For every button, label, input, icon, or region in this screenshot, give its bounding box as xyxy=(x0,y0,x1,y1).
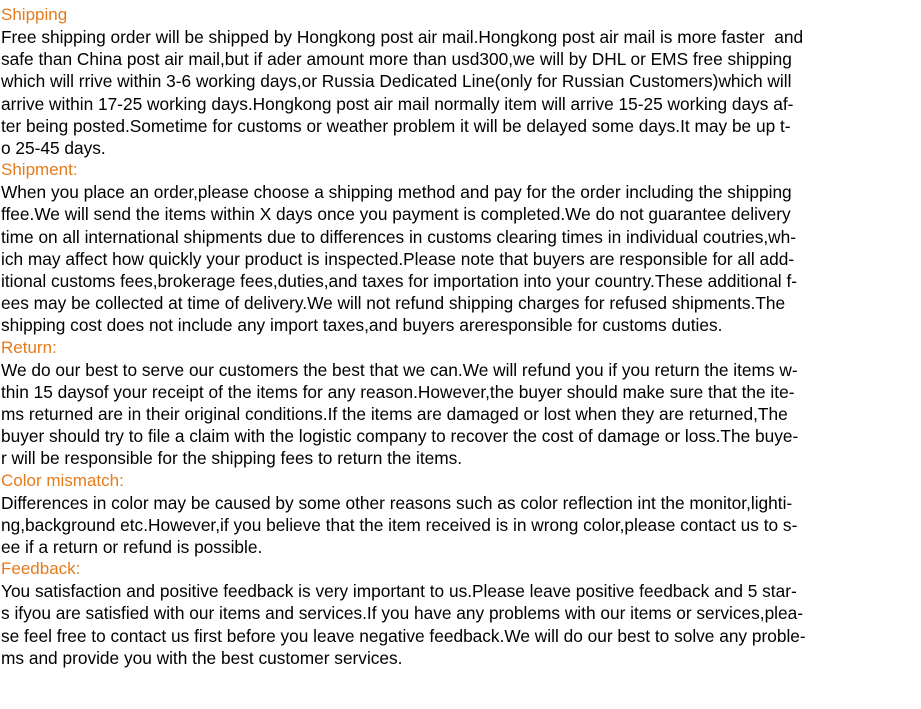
shipping-line: arrive within 17-25 working days.Hongkong post air mail normally item will arrive 15-25 working days af- xyxy=(1,93,794,114)
return-section xyxy=(1,337,921,470)
shipping-heading: Shipping xyxy=(1,5,68,24)
return-heading: Return: xyxy=(1,337,57,357)
shipment-line: ffee.We will send the items within X days once you payment is completed.We do not guarantee delivery xyxy=(1,204,791,225)
return-line: buyer should try to file a claim with the logistic company to recover the cost of damage or loss.The buye- xyxy=(1,426,799,447)
shipment-line: shipping cost does not include any import taxes,and buyers areresponsible for customs duties. xyxy=(1,315,723,336)
shipment-heading: Shipment: xyxy=(1,160,78,180)
shipping-line: ter being posted.Sometime for customs or weather problem it will be delayed some days.It may be up t- xyxy=(1,115,791,136)
return-line: thin 15 daysof your receipt of the items for any reason.However,the buyer should make sure that the ite- xyxy=(1,381,795,402)
color-mismatch-line: ee if a return or refund is possible. xyxy=(1,537,263,558)
return-line: ms returned are in their original conditions.If the items are damaged or lost when they are returned,The xyxy=(1,404,788,425)
feedback-line: ms and provide you with the best customer services. xyxy=(1,647,403,668)
shipping-line: o 25-45 days. xyxy=(1,138,106,159)
shipping-line: which will rrive within 3-6 working days,or Russia Dedicated Line(only for Russian Customers)which will xyxy=(1,71,792,92)
shipment-line: When you place an order,please choose a shipping method and pay for the order including the shipping xyxy=(1,182,792,203)
return-line: We do our best to serve our customers the best that we can.We will refund you if you return the items w- xyxy=(1,359,798,380)
shipment-line: ich may affect how quickly your product is inspected.Please note that buyers are responsible for all add- xyxy=(1,248,795,269)
feedback-line: s ifyou are satisfied with our items and services.If you have any problems with our items or services,plea- xyxy=(1,603,803,624)
color-mismatch-line: Differences in color may be caused by some other reasons such as color reflection int the monitor,lighti- xyxy=(1,492,793,513)
shipment-line: itional customs fees,brokerage fees,duties,and taxes for importation into your country.These additional f- xyxy=(1,271,798,292)
feedback-section xyxy=(1,558,921,669)
shipping-line: safe than China post air mail,but if ader amount more than usd300,we will by DHL or EMS free shipping xyxy=(1,49,792,70)
return-line: r will be responsible for the shipping fees to return the items. xyxy=(1,448,463,469)
feedback-heading: Feedback: xyxy=(1,559,81,579)
feedback-line: se feel free to contact us first before you leave negative feedback.We will do our best to solve any proble- xyxy=(1,625,806,646)
shipping-section xyxy=(1,4,921,159)
feedback-line: You satisfaction and positive feedback is very important to us.Please leave positive feedback and 5 star- xyxy=(1,581,797,602)
color-mismatch-section xyxy=(1,470,921,559)
shipment-line: time on all international shipments due to differences in customs clearing times in individual coutries,wh- xyxy=(1,226,797,247)
shipping-line: Free shipping order will be shipped by Hongkong post air mail.Hongkong post air mail is more faster and xyxy=(1,27,804,47)
color-mismatch-line: ng,background etc.However,if you believe that the item received is in wrong color,please contact us to s- xyxy=(1,514,798,535)
shipment-section xyxy=(1,159,921,336)
color-mismatch-heading: Color mismatch: xyxy=(1,470,124,490)
shipment-line: ees may be collected at time of delivery.We will not refund shipping charges for refused shipments.The xyxy=(1,293,786,314)
